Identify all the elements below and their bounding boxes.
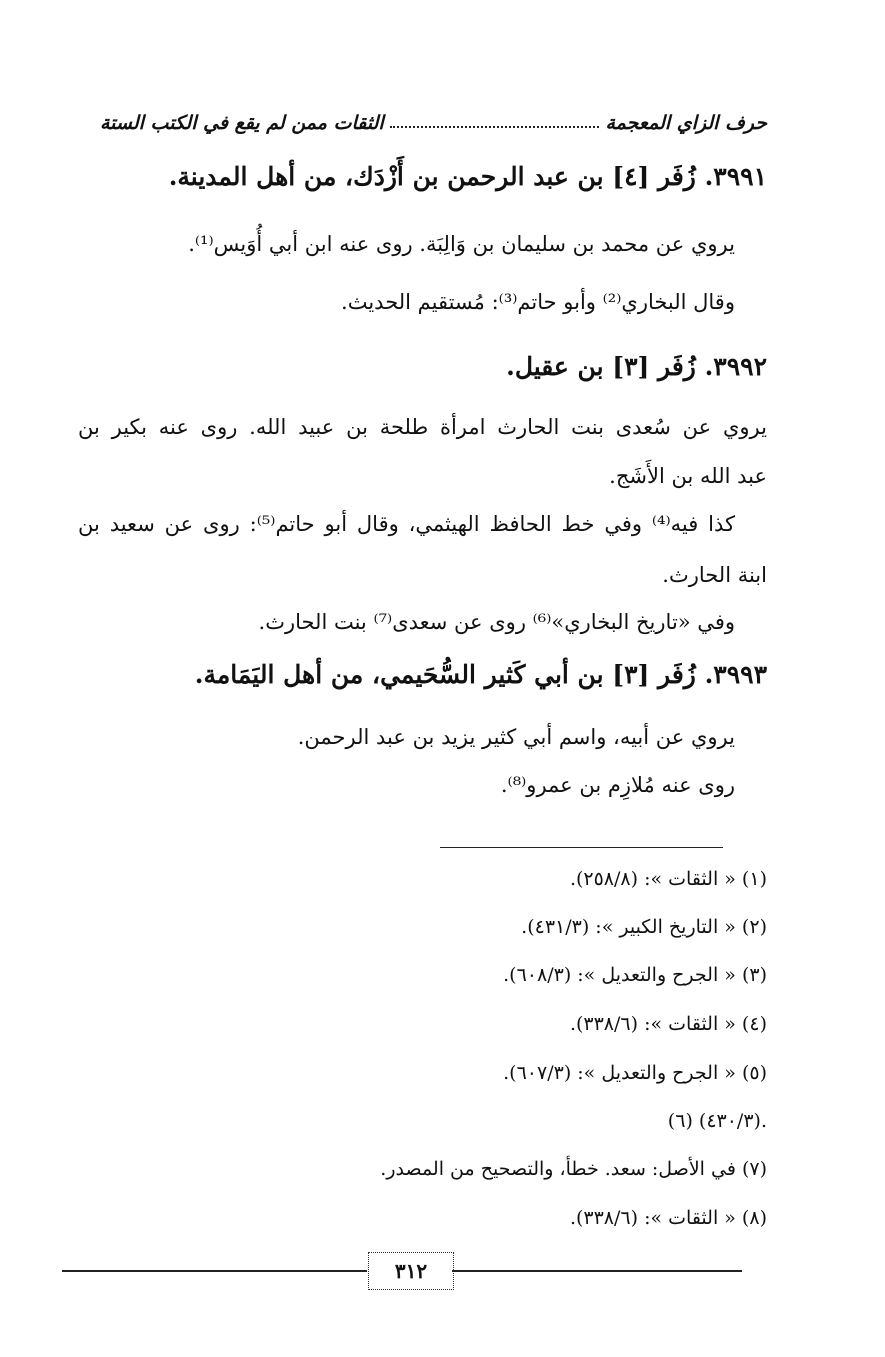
- entry-3992-line-4: ابنة الحارث.: [662, 563, 767, 587]
- entry-3993-line-1: يروي عن أبيه، واسم أبي كثير يزيد بن عبد الرحمن.: [297, 725, 735, 749]
- entry-3992-line-3: كذا فيه⁽⁴⁾ وفي خط الحافظ الهيثمي، وقال أبو حاتم⁽⁵⁾: روى عن سعيد بن: [78, 512, 735, 536]
- running-header: [100, 105, 767, 141]
- entry-title-3991: ٣٩٩١. زُفَر [٤] بن عبد الرحمن بن أَزْدَك، من أهل المدينة.: [168, 162, 767, 191]
- footnote-5: (٥) « الجرح والتعديل »: (٦٠٧/٣).: [503, 1062, 767, 1084]
- header-book-title: الثقات ممن لم يقع في الكتب الستة: [100, 112, 384, 134]
- entry-3992-line-5: وفي «تاريخ البخاري»⁽⁶⁾ روى عن سعدى⁽⁷⁾ بنت الحارث.: [258, 610, 735, 634]
- entry-title-3992: ٣٩٩٢. زُفَر [٣] بن عقيل.: [506, 352, 767, 381]
- footnote-4: (٤) « الثقات »: (٣٣٨/٦).: [569, 1013, 767, 1035]
- entry-3992-line-1: يروي عن سُعدى بنت الحارث امرأة طلحة بن عبيد الله. روى عنه بكير بن: [78, 415, 767, 439]
- footnote-2: (٢) « التاريخ الكبير »: (٤٣١/٣).: [521, 916, 767, 938]
- entry-3993-line-2: روى عنه مُلازِم بن عمرو⁽⁸⁾.: [500, 773, 735, 797]
- entry-3991-line-2: وقال البخاري⁽²⁾ وأبو حاتم⁽³⁾: مُستقيم الحديث.: [341, 290, 735, 314]
- footnote-3: (٣) « الجرح والتعديل »: (٦٠٨/٣).: [503, 964, 767, 986]
- footnote-1: (١) « الثقات »: (٢٥٨/٨).: [569, 868, 767, 890]
- header-chapter: حرف الزاي المعجمة: [605, 112, 767, 134]
- footnote-separator: [440, 847, 723, 848]
- footer-rule-right: [452, 1270, 742, 1272]
- footer-rule-left: [62, 1270, 367, 1272]
- footnote-8: (٨) « الثقات »: (٣٣٨/٦).: [569, 1207, 767, 1229]
- page-number: ٣١٢: [368, 1252, 454, 1290]
- footnote-7: (٧) في الأصل: سعد. خطأ، والتصحيح من المصدر.: [380, 1158, 767, 1180]
- entry-3992-line-2: عبد الله بن الأَشَج.: [609, 464, 767, 488]
- footnote-6: (٦) (٤٣٠/٣).: [667, 1110, 767, 1132]
- header-dots: [390, 118, 600, 128]
- entry-title-3993: ٣٩٩٣. زُفَر [٣] بن أبي كَثير السُّحَيمي، من أهل اليَمَامة.: [194, 660, 767, 689]
- entry-3991-line-1: يروي عن محمد بن سليمان بن وَالِبَة. روى عنه ابن أبي أُوَيس⁽¹⁾.: [188, 232, 735, 256]
